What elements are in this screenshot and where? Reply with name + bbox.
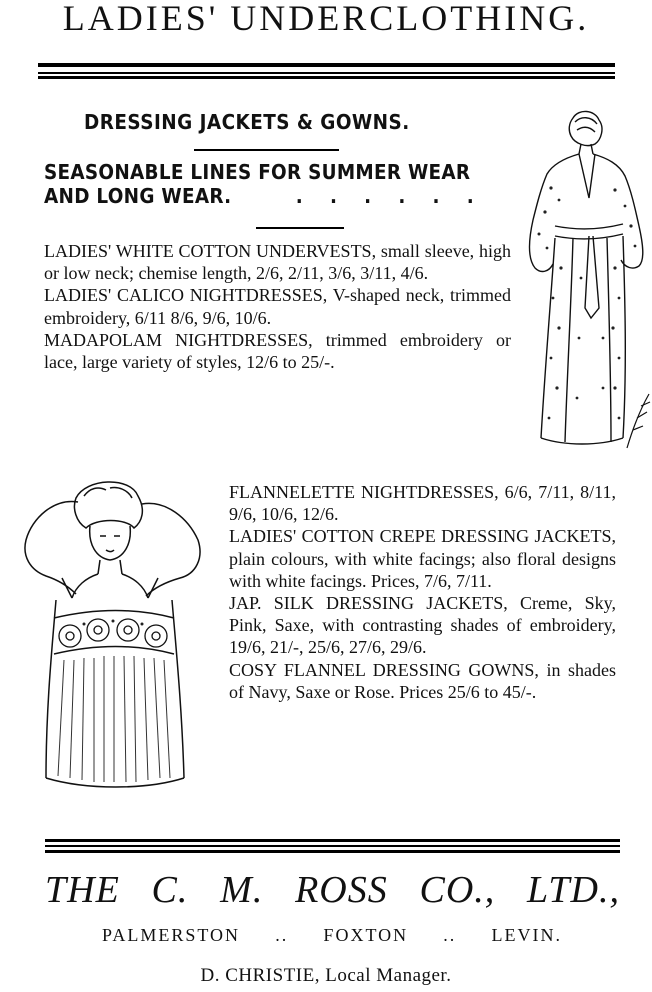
list-item: JAP. SILK DRESSING JACKETS, Creme, Sky, Pink, Saxe, with contrasting shades of embroidery, 19/6, 21/-, 25/6, 27/6, 29/6. bbox=[229, 593, 616, 658]
tagline-dots: . . . . . . bbox=[295, 184, 475, 208]
tagline-line-2 bbox=[44, 184, 486, 208]
list-item: LADIES' WHITE COTTON UNDERVESTS, small sleeve, high or low neck; chemise length, 2/6, 2/11, 3/6, 3/11, 4/6. bbox=[44, 241, 511, 284]
top-rule-thin bbox=[38, 72, 615, 74]
woman-in-camisole-illustration bbox=[6, 478, 221, 818]
section-divider bbox=[194, 149, 339, 151]
list-item: MADAPOLAM NIGHTDRESSES, trimmed embroidery or lace, large variety of styles, 12/6 to 25/-. bbox=[44, 329, 511, 373]
tagline-line-2-text: AND LONG WEAR. bbox=[44, 184, 232, 208]
section-title: DRESSING JACKETS & GOWNS. bbox=[84, 110, 410, 134]
bottom-rule-thick bbox=[45, 839, 620, 842]
list-item: LADIES' COTTON CREPE DRESSING JACKETS, plain colours, with white facings; also floral designs with white facings. Prices, 7/6, 7/11. bbox=[229, 526, 616, 591]
tagline bbox=[44, 160, 486, 208]
product-list-left bbox=[44, 240, 511, 373]
bottom-rule-thick-2 bbox=[45, 850, 620, 853]
list-item: LADIES' CALICO NIGHTDRESSES, V-shaped neck, trimmed embroidery, 6/11 8/6, 9/6, 10/6. bbox=[44, 285, 511, 328]
list-item: COSY FLANNEL DRESSING GOWNS, in shades of Navy, Saxe or Rose. Prices 25/6 to 45/-. bbox=[229, 659, 616, 702]
branch-locations: PALMERSTON .. FOXTON .. LEVIN. bbox=[102, 925, 562, 945]
bottom-rule-thin bbox=[45, 845, 620, 847]
top-rule-thick bbox=[38, 63, 615, 67]
product-list-right bbox=[229, 481, 616, 703]
tagline-line-1: SEASONABLE LINES FOR SUMMER WEAR bbox=[44, 160, 471, 184]
tagline-divider bbox=[256, 227, 344, 229]
list-item: FLANNELETTE NIGHTDRESSES, 6/6, 7/11, 8/11, 9/6, 10/6, 12/6. bbox=[229, 482, 616, 525]
woman-in-kimono-gown-illustration bbox=[515, 108, 652, 468]
local-manager: D. CHRISTIE, Local Manager. bbox=[200, 965, 452, 986]
advertisement-headline: LADIES' UNDERCLOTHING. bbox=[62, 0, 590, 38]
company-name: THE C. M. ROSS CO., LTD., bbox=[45, 869, 620, 911]
top-rule-thick-2 bbox=[38, 76, 615, 79]
